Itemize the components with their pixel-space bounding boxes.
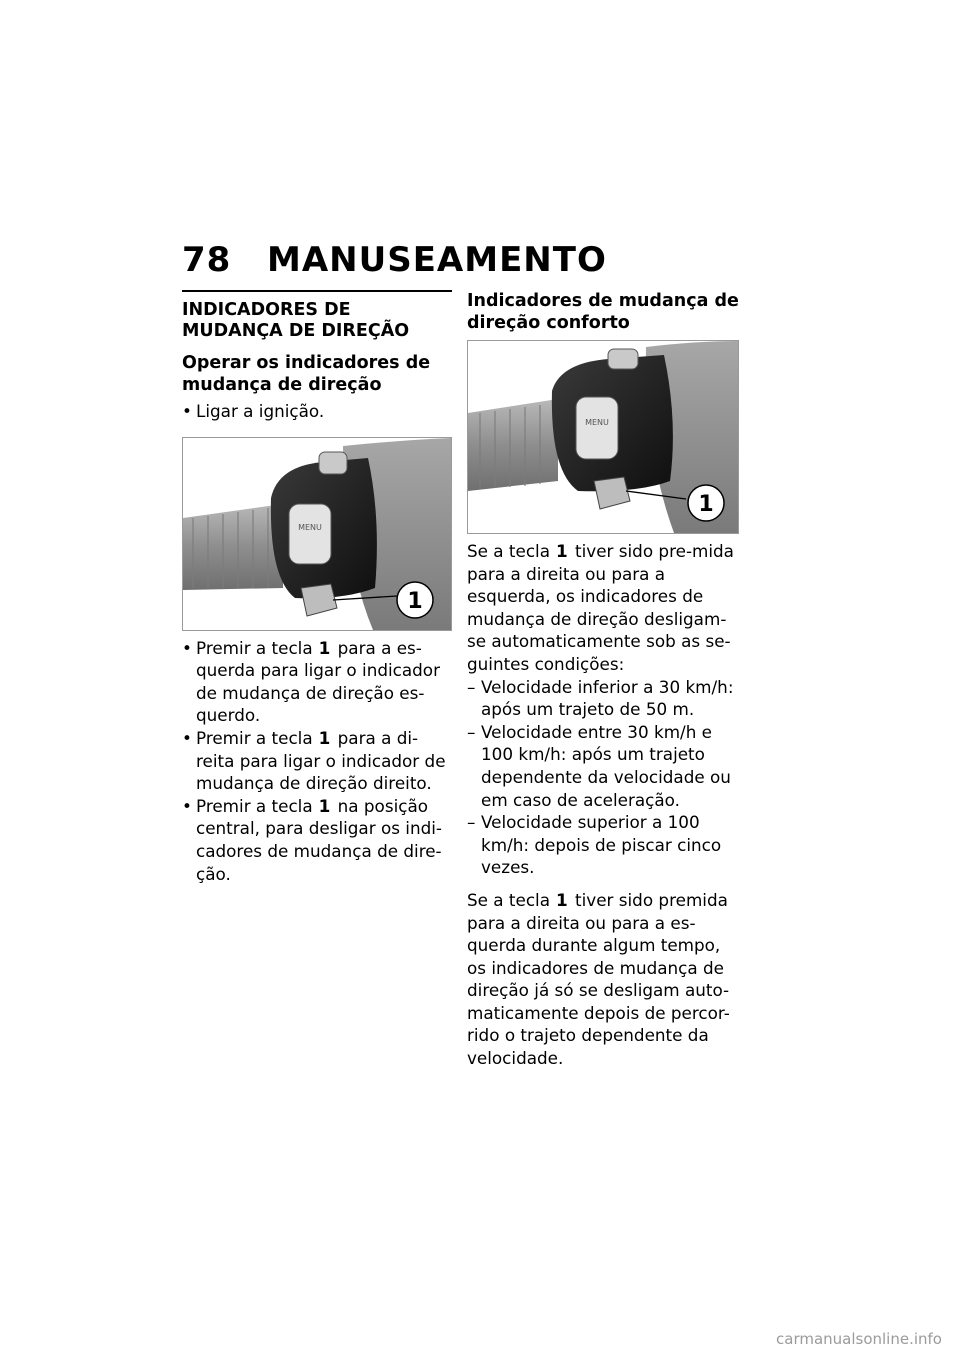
- key-ref: 1: [318, 727, 331, 748]
- figure-turn-signal-switch: [182, 437, 452, 631]
- handlebar-illustration: [468, 341, 738, 533]
- right-column: [467, 290, 739, 1070]
- section-title: INDICADORES DE MUDANÇA DE DIREÇÃO: [182, 300, 410, 341]
- page-number: 78: [182, 240, 232, 280]
- bullet-icon: •: [182, 637, 192, 658]
- bullet-icon: •: [182, 401, 192, 421]
- condition-item: – Velocidade entre 30 km/h e 100 km/h: após um trajeto dependente da velocidade ou em caso de aceleração.: [467, 721, 731, 810]
- callout-1: 1: [407, 588, 423, 614]
- bullet-icon: •: [182, 795, 192, 816]
- dash-icon: –: [467, 676, 476, 697]
- step-signal-off: • Premir a tecla 1 na posição central, para desligar os indi-cadores de mudança de dire-ção.: [182, 795, 442, 884]
- comfort-paragraph-1: Se a tecla 1 tiver sido pre-mida para a direita ou para a esquerda, os indicadores de mudança de direção desligam-se automaticamente sob as se-guintes condições:: [467, 541, 734, 674]
- key-ref: 1: [318, 637, 331, 658]
- left-column: [182, 290, 452, 885]
- dash-icon: –: [467, 812, 476, 833]
- menu-label: MENU: [298, 522, 322, 532]
- dash-icon: –: [467, 721, 476, 742]
- key-ref: 1: [318, 795, 331, 816]
- section-rule: [182, 290, 452, 292]
- condition-item: – Velocidade superior a 100 km/h: depois de piscar cinco vezes.: [467, 812, 722, 878]
- callout-1: 1: [698, 492, 714, 517]
- menu-label: MENU: [585, 418, 609, 427]
- comfort-paragraph-2: Se a tecla 1 tiver sido premida para a direita ou para a es-querda durante algum tempo, os indicadores de mudança de direção já só se desligam auto-maticamente depois de percor-rido o trajeto dependente da velocidade.: [467, 889, 730, 1069]
- page-header: [182, 240, 742, 280]
- watermark: carmanualsonline.info: [776, 1330, 942, 1348]
- figure-comfort-switch: [467, 340, 739, 534]
- condition-item: – Velocidade inferior a 30 km/h: após um trajeto de 50 m.: [467, 676, 734, 720]
- handlebar-illustration: [183, 438, 451, 630]
- subsection-title: Operar os indicadores de mudança de direção: [182, 353, 431, 395]
- subsection-title-comfort: Indicadores de mudança de direção conforto: [467, 291, 739, 333]
- bullet-icon: •: [182, 727, 192, 748]
- step-ignition: • Ligar a ignição.: [182, 401, 325, 421]
- chapter-title: MANUSEAMENTO: [267, 240, 607, 280]
- key-ref: 1: [556, 889, 568, 910]
- key-ref: 1: [556, 541, 568, 561]
- step-right-signal: • Premir a tecla 1 para a di-reita para ligar o indicador de mudança de direção direito.: [182, 727, 446, 794]
- step-left-signal: • Premir a tecla 1 para a es-querda para ligar o indicador de mudança de direção es-querdo.: [182, 637, 440, 726]
